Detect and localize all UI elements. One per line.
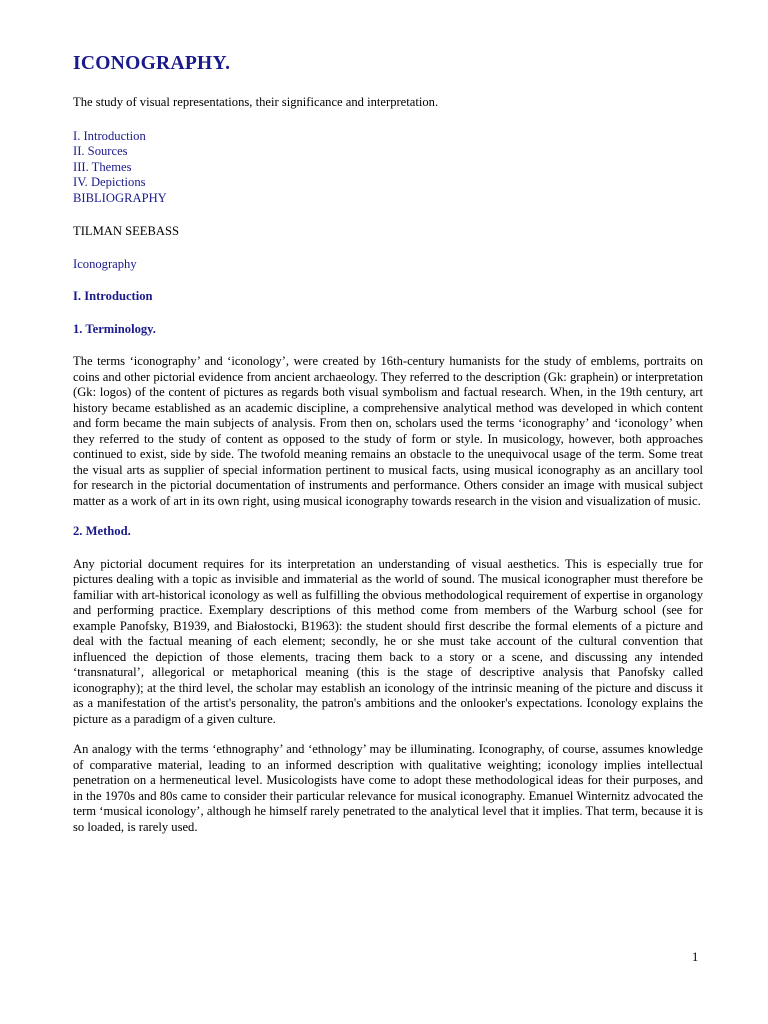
- document-content: [73, 52, 703, 850]
- document-title: ICONOGRAPHY.: [73, 53, 231, 74]
- paragraph-method-2: An analogy with the terms ‘ethnography’ and ‘ethnology’ may be illuminating. Iconography, of course, assumes knowledge of comparative material, leading to an informed description with qualitative weighting; iconology implies intellectual penetration on a hermeneutical level. Musicologists have come to adopt these methodological ideas for their purposes, and in the 1970s and 80s came to consider their particular relevance for musical iconography. Emanuel Winternitz advocated the term ‘musical iconology’, although he himself rarely penetrated to the analytical level that it implies. That term, because it is so loaded, is rarely used.: [73, 742, 703, 834]
- topic-link[interactable]: Iconography: [73, 256, 137, 271]
- subsection-heading-method: 2. Method.: [73, 524, 131, 538]
- document-subtitle: The study of visual representations, their significance and interpretation.: [73, 95, 439, 109]
- subsection-heading-terminology: 1. Terminology.: [73, 321, 156, 336]
- toc-item-bibliography[interactable]: BIBLIOGRAPHY: [73, 190, 167, 205]
- author-name: TILMAN SEEBASS: [73, 224, 180, 238]
- toc-item-depictions[interactable]: IV. Depictions: [73, 175, 146, 189]
- section-heading: I. Introduction: [73, 289, 153, 303]
- paragraph-terminology: The terms ‘iconography’ and ‘iconology’, were created by 16th-century humanists for the study of emblems, portraits on coins and other pictorial evidence from ancient archaeology. They referred to the description (Gk: graphein) or interpretation (Gk: logos) of the content of pictures as regards both visual symbolism and factual research. When, in the 19th century, art history became established as an academic discipline, a comprehensive analytical method was developed in which content and form became the main subjects of analysis. From then on, scholars used the terms ‘iconography’ and ‘iconology’ when they referred to the study of content as opposed to the study of form or style. In musicology, however, both approaches continued to exist, side by side. The twofold meaning remains an obstacle to the unequivocal usage of the term. Some treat the visual arts as supplier of special information pertinent to musical facts, using musical iconography as an ancillary tool for research in the pictorial documentation of instruments and performance. Others consider an image with musical subject matter as a work of art in its own right, using musical iconography towards research in the vision and visualization of music.: [73, 354, 703, 508]
- page-number: 1: [692, 950, 699, 964]
- table-of-contents: [73, 129, 703, 207]
- toc-item-themes[interactable]: III. Themes: [73, 159, 132, 174]
- paragraph-method-1: Any pictorial document requires for its interpretation an understanding of visual aesthetics. This is especially true for pictures dealing with a topic as invisible and immaterial as the world of sound. The musical iconographer must therefore be familiar with art-historical iconology as well as fulfilling the obvious methodological requirement of expertise in organology and performing practice. Exemplary descriptions of this method come from members of the Warburg school (see for example Panofsky, B1939, and Białostocki, B1963): the student should first describe the formal elements of a picture and deal with the factual meaning of each element; secondly, he or she must take account of the cultural convention that influenced the depiction of those elements, tracing them back to a story or a scene, and discussing any intended ‘transnatural’, allegorical or metaphorical meaning (this is the stage of descriptive analysis that Panofsky called iconography); at the third level, the scholar may establish an iconology of the intrinsic meaning of the picture and discuss it as a manifestation of the artist's personality, the patron's ambitions and the onlooker's expectations. Iconology explains the picture as a paradigm of a given culture.: [73, 556, 703, 726]
- toc-item-sources[interactable]: II. Sources: [73, 144, 128, 158]
- toc-item-introduction[interactable]: I. Introduction: [73, 128, 146, 143]
